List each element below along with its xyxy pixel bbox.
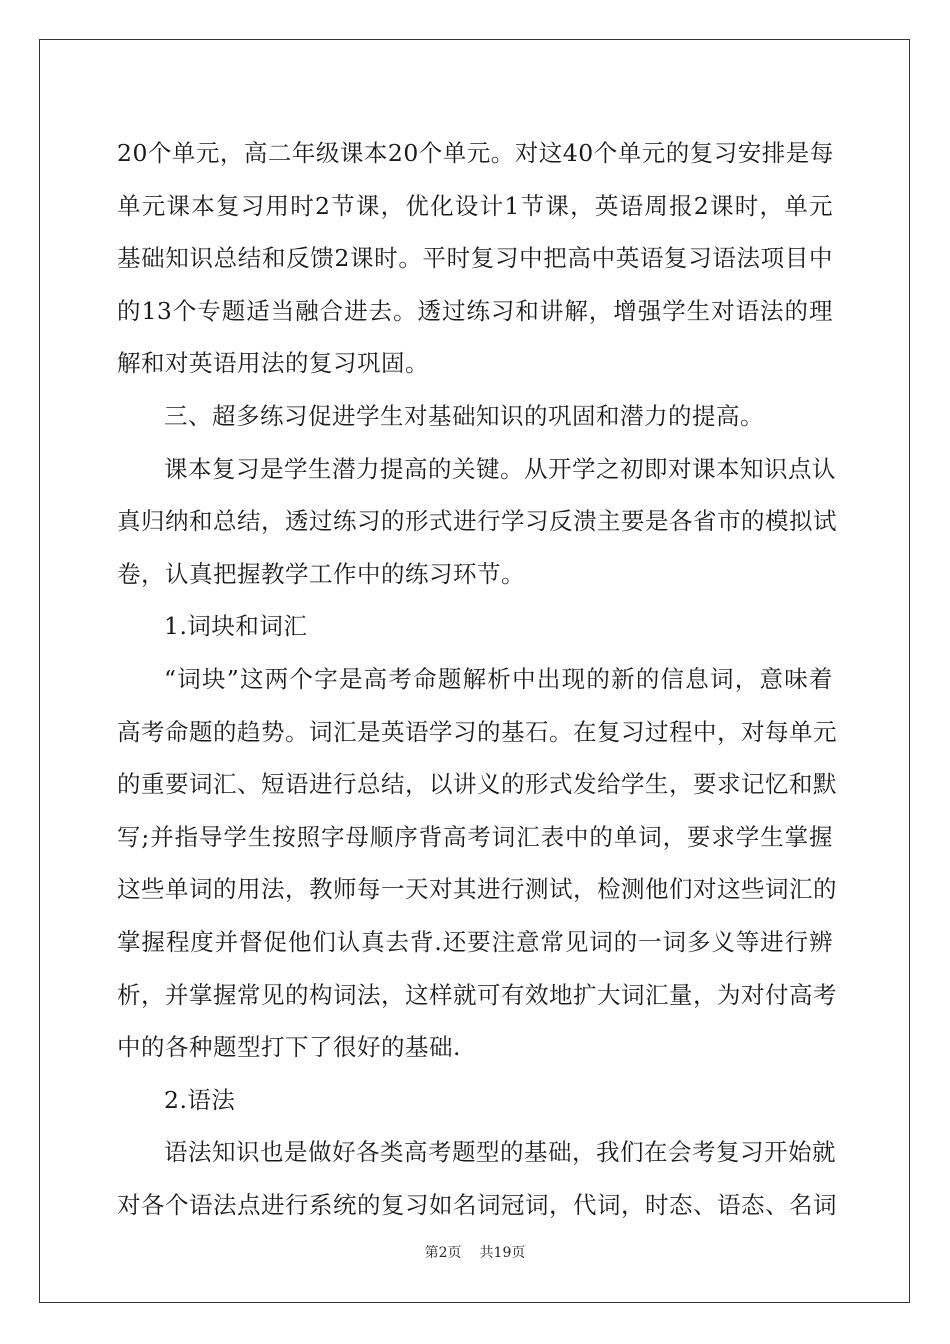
text-line: 高考命题的趋势。词汇是英语学习的基石。在复习过程中，对每单元 <box>117 717 837 746</box>
text-line: 这些单词的用法，教师每一天对其进行测试，检测他们对这些词汇的 <box>117 875 837 904</box>
text-line: 基础知识总结和反馈2课时。平时复习中把高中英语复习语法项目中 <box>117 244 833 273</box>
text-line: 的重要词汇、短语进行总结，以讲义的形式发给学生，要求记忆和默 <box>117 770 837 799</box>
text-line: 卷，认真把握教学工作中的练习环节。 <box>117 559 525 588</box>
text-line: 1.词块和词汇 <box>164 612 308 641</box>
text-line: 真归纳和总结，透过练习的形式进行学习反溃主要是各省市的模拟试 <box>117 507 837 536</box>
document-body <box>117 127 837 1231</box>
text-line: 的13个专题适当融合进去。透过练习和讲解，增强学生对语法的理 <box>117 296 833 325</box>
text-line: 语法知识也是做好各类高考题型的基础，我们在会考复习开始就 <box>164 1138 836 1167</box>
text-line: 单元课本复习用时2节课，优化设计1节课，英语周报2课时，单元 <box>117 191 833 220</box>
page-footer <box>0 1243 950 1263</box>
text-line: 掌握程度并督促他们认真去背.还要注意常见词的一词多义等进行辨 <box>117 927 833 956</box>
text-line: 对各个语法点进行系统的复习如名词冠词，代词，时态、语态、名词 <box>117 1190 837 1219</box>
page-total: 共19页 <box>479 1245 526 1261</box>
text-line: 析，并掌握常见的构词法，这样就可有效地扩大词汇量，为对付高考 <box>117 980 837 1009</box>
text-line: 三、超多练习促进学生对基础知识的巩固和潜力的提高。 <box>164 401 764 430</box>
text-line: 解和对英语用法的复习巩固。 <box>117 349 429 378</box>
text-line: “词块”这两个字是高考命题解析中出现的新的信息词，意味着 <box>164 664 833 693</box>
text-line: 课本复习是学生潜力提高的关键。从开学之初即对课本知识点认 <box>164 454 836 483</box>
text-line: 写;并指导学生按照字母顺序背高考词汇表中的单词，要求学生掌握 <box>117 822 833 851</box>
text-line: 20个单元，高二年级课本20个单元。对这40个单元的复习安排是每 <box>117 139 834 167</box>
text-line: 2.语法 <box>164 1085 236 1114</box>
text-line: 中的各种题型打下了很好的基础. <box>117 1033 461 1062</box>
page-number: 第2页 <box>424 1245 462 1261</box>
